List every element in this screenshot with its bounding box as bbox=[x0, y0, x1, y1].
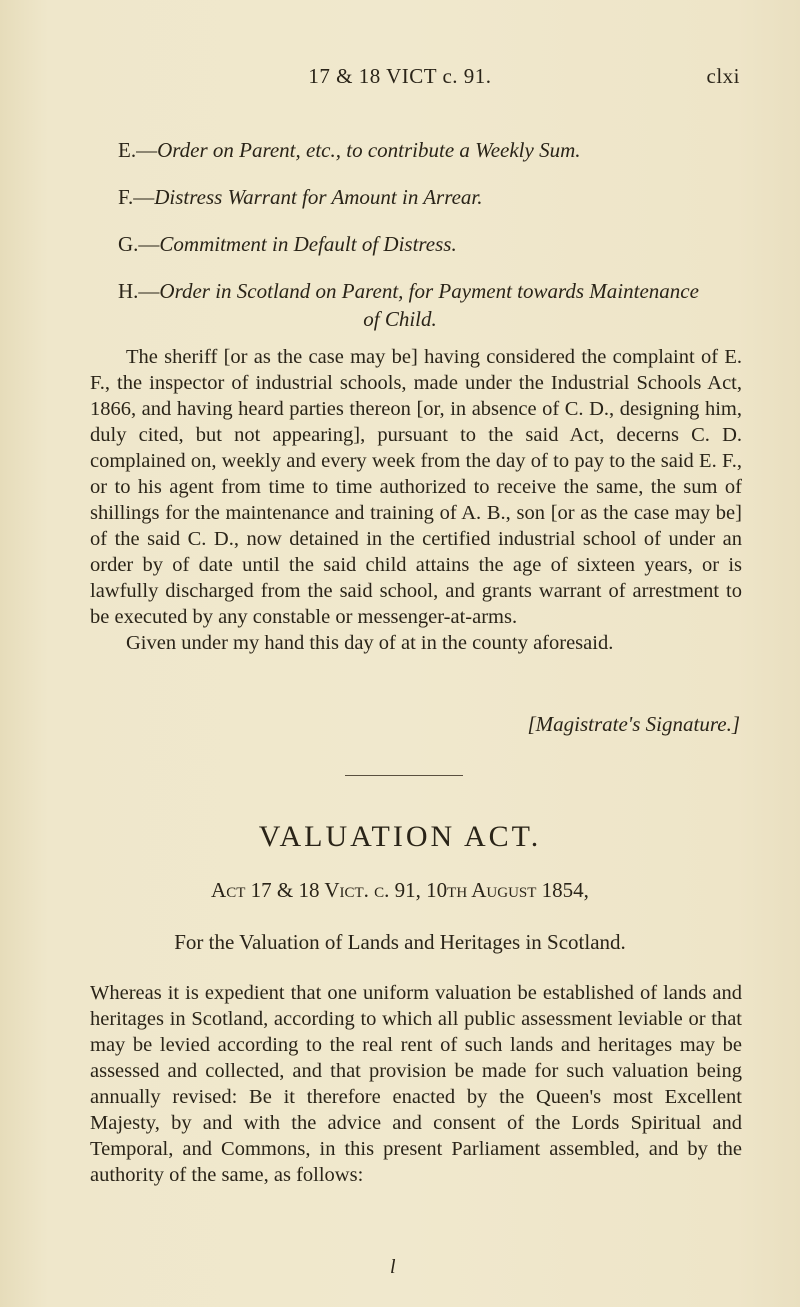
page-number: clxi bbox=[706, 64, 740, 88]
form-h-paragraph: The sheriff [or as the case may be] having considered the complaint of E. F., the inspector of industrial schools, made under the Industrial Schools Act, 1866, and having heard parties thereon [or, in absence of C. D., designing him, duly cited, but not appearing], pursuant to the said Act, decerns C. D. complained on, weekly and every week from the day of to pay to the said E. F., or to his agent from time to time authorized to receive the same, the sum of shillings for the maintenance and training of A. B., son [or as the case may be] of the said C. D., now detained in the certified industrial school of under an order by of date until the said child attains the age of sixteen years, or is lawfully discharged from the said school, and grants warrant of arrestment to be executed by any constable or messenger-at-arms. bbox=[90, 346, 742, 628]
running-header bbox=[60, 64, 740, 94]
act-preamble-block bbox=[90, 980, 742, 1188]
form-h-title-line2: of Child. bbox=[363, 307, 437, 331]
header-title: 17 & 18 VICT c. 91. bbox=[308, 64, 492, 88]
form-h-body bbox=[90, 344, 742, 656]
form-e-title: Order on Parent, etc., to contribute a Weekly Sum. bbox=[157, 138, 581, 162]
magistrate-signature: [Magistrate's Signature.] bbox=[527, 712, 740, 736]
form-g-letter: G.— bbox=[118, 232, 160, 256]
valuation-act-title: VALUATION ACT. bbox=[258, 820, 542, 853]
form-e-heading bbox=[118, 138, 580, 163]
act-purpose: For the Valuation of Lands and Heritages in Scotland. bbox=[174, 930, 626, 954]
form-g-heading bbox=[118, 232, 457, 257]
signature-mark: l bbox=[390, 1256, 396, 1278]
act-citation: Act 17 & 18 Vict. c. 91, 10th August 1854, bbox=[211, 878, 589, 902]
form-h-heading bbox=[118, 279, 699, 304]
form-h-heading-line2 bbox=[60, 307, 740, 332]
form-f-title: Distress Warrant for Amount in Arrear. bbox=[154, 185, 483, 209]
form-h-given: Given under my hand this day of at in the county aforesaid. bbox=[126, 632, 614, 654]
form-h-letter: H.— bbox=[118, 279, 160, 303]
form-e-letter: E.— bbox=[118, 138, 158, 162]
form-f-letter: F.— bbox=[118, 185, 155, 209]
form-h-title-line1: Order in Scotland on Parent, for Payment towards Maintenance bbox=[159, 279, 699, 303]
section-divider bbox=[345, 775, 463, 776]
form-f-heading bbox=[118, 185, 483, 210]
form-g-title: Commitment in Default of Distress. bbox=[159, 232, 457, 256]
act-preamble: Whereas it is expedient that one uniform valuation be established of lands and heritages in Scotland, according to which all public assessment leviable or that may be levied according to the real rent of such lands and heritages may be assessed and collected, and that provision be made for such valuation being annually revised: Be it therefore enacted by the Queen's most Excellent Majesty, by and with the advice and consent of the Lords Spiritual and Temporal, and Commons, in this present Parliament assembled, and by the authority of the same, as follows: bbox=[90, 982, 742, 1186]
